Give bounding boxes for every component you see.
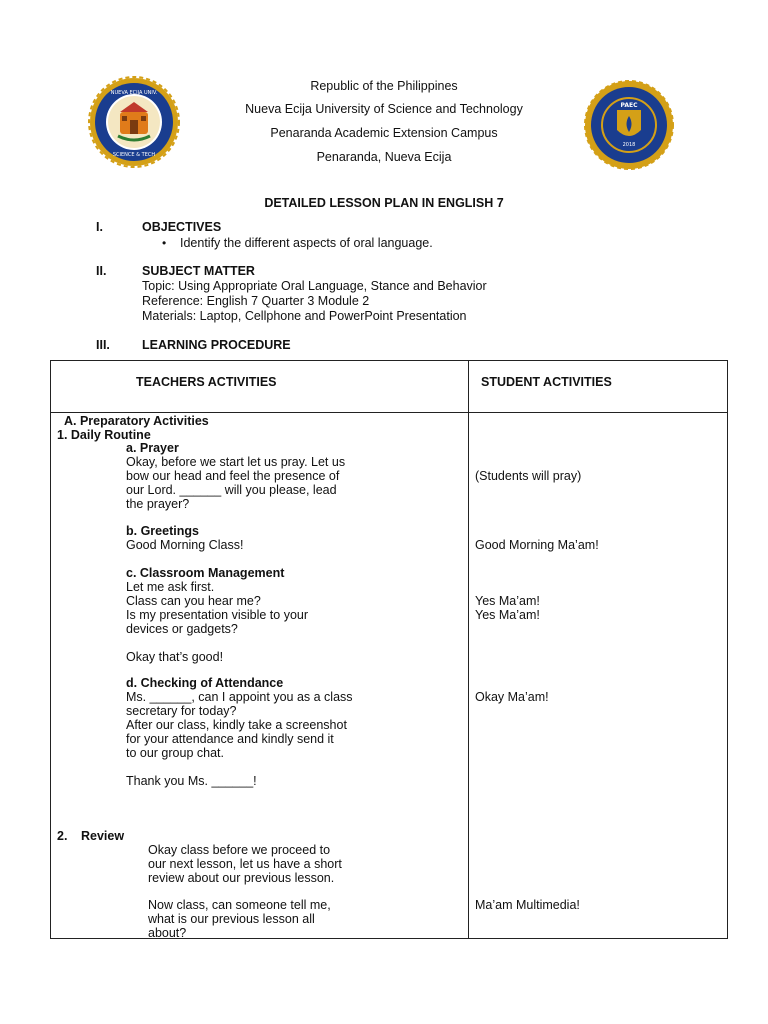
attendance-after-line: Thank you Ms. ______! [126, 774, 257, 788]
subject-materials: Materials: Laptop, Cellphone and PowerPoint Presentation [142, 309, 467, 323]
svg-text:NUEVA ECIJA UNIV.: NUEVA ECIJA UNIV. [110, 90, 158, 96]
student-response-okay: Okay Ma’am! [475, 690, 549, 704]
student-response-pray: (Students will pray) [475, 469, 582, 483]
subject-matter-title: SUBJECT MATTER [142, 264, 255, 278]
subject-reference: Reference: English 7 Quarter 3 Module 2 [142, 294, 370, 308]
attendance-line: to our group chat. [126, 746, 224, 760]
svg-text:PAEC: PAEC [620, 102, 638, 109]
student-response-yes: Yes Ma’am! [475, 594, 540, 608]
learning-procedure-numeral: III. [96, 338, 110, 352]
review-number: 2. [57, 829, 68, 843]
objective-item: Identify the different aspects of oral language. [180, 236, 433, 250]
header-university: Nueva Ecija University of Science and Technology [245, 102, 523, 116]
svg-text:SCIENCE & TECH: SCIENCE & TECH [112, 152, 156, 158]
subject-topic: Topic: Using Appropriate Oral Language, Stance and Behavior [142, 279, 487, 293]
objectives-numeral: I. [96, 220, 103, 234]
review-line: our next lesson, let us have a short [148, 857, 342, 871]
daily-routine-heading: 1. Daily Routine [57, 428, 151, 442]
svg-text:2018: 2018 [622, 142, 636, 148]
subject-matter-numeral: II. [96, 264, 107, 278]
classroom-management-heading: c. Classroom Management [126, 566, 285, 580]
student-response-yes: Yes Ma’am! [475, 608, 540, 622]
table-header-divider [50, 412, 728, 413]
student-activities-header: STUDENT ACTIVITIES [481, 375, 612, 389]
classroom-line: Let me ask first. [126, 580, 215, 594]
document-title: DETAILED LESSON PLAN IN ENGLISH 7 [264, 196, 504, 210]
review-line: what is our previous lesson all [148, 912, 315, 926]
review-heading: Review [81, 829, 125, 843]
preparatory-activities-heading: A. Preparatory Activities [64, 414, 209, 428]
learning-procedure-title: LEARNING PROCEDURE [142, 338, 291, 352]
classroom-after-line: Okay that’s good! [126, 650, 224, 664]
bullet-icon: • [162, 236, 167, 250]
header-location: Penaranda, Nueva Ecija [316, 150, 452, 164]
prayer-line: our Lord. ______ will you please, lead [126, 483, 337, 497]
classroom-line: devices or gadgets? [126, 622, 238, 636]
classroom-line: Is my presentation visible to your [126, 608, 309, 622]
objectives-title: OBJECTIVES [142, 220, 222, 234]
review-line: Okay class before we proceed to [148, 843, 331, 857]
greetings-heading: b. Greetings [126, 524, 199, 538]
header-campus: Penaranda Academic Extension Campus [270, 126, 498, 140]
prayer-heading: a. Prayer [126, 441, 179, 455]
header-republic: Republic of the Philippines [310, 79, 458, 93]
attendance-line: for your attendance and kindly send it [126, 732, 334, 746]
prayer-line: bow our head and feel the presence of [126, 469, 340, 483]
attendance-heading: d. Checking of Attendance [126, 676, 284, 690]
attendance-line: Ms. ______, can I appoint you as a class [126, 690, 353, 704]
student-response-greeting: Good Morning Ma’am! [475, 538, 599, 552]
attendance-line: secretary for today? [126, 704, 237, 718]
attendance-line: After our class, kindly take a screenshot [126, 718, 347, 732]
review-line: review about our previous lesson. [148, 871, 335, 885]
table-column-divider [468, 360, 469, 939]
prayer-line: Okay, before we start let us pray. Let us [126, 455, 346, 469]
review-line: Now class, can someone tell me, [148, 898, 331, 912]
teacher-activities-header: TEACHERS ACTIVITIES [136, 375, 277, 389]
greetings-line: Good Morning Class! [126, 538, 244, 552]
student-response-multimedia: Ma’am Multimedia! [475, 898, 580, 912]
classroom-line: Class can you hear me? [126, 594, 261, 608]
review-line: about? [148, 926, 187, 940]
prayer-line: the prayer? [126, 497, 190, 511]
